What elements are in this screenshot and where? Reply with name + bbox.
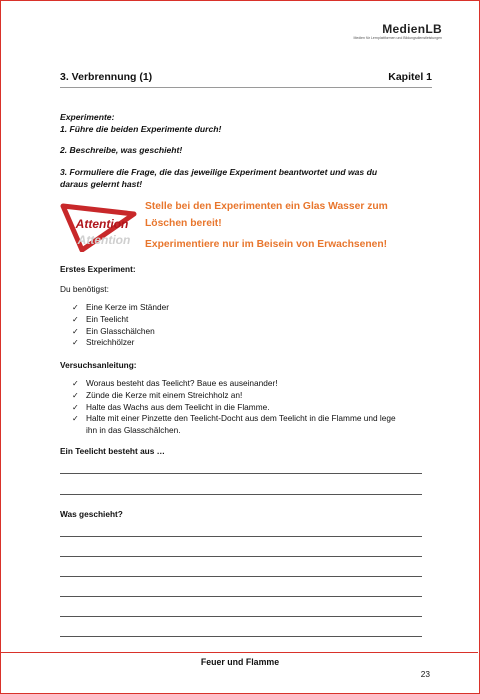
list-item: ✓ Halte das Wachs aus dem Teelicht in die Flamme.: [72, 401, 270, 412]
chapter-title: 3. Verbrennung (1): [60, 71, 153, 83]
list-item: ✓ Streichhölzer: [72, 337, 135, 348]
answer-line: [60, 616, 422, 617]
warning-line-3: Experimentiere nur im Beisein von Erwachsenen!: [145, 239, 388, 250]
instructions-list: [72, 378, 432, 437]
task-3-line-1: 3. Formuliere die Frage, die das jeweilige Experiment beantwortet und was du: [60, 167, 378, 177]
warning-line-2: Löschen bereit!: [145, 218, 222, 229]
chapter-label: Kapitel 1: [388, 71, 432, 83]
answer-line: [60, 473, 422, 474]
task-3-line-2: daraus gelernt hast!: [60, 179, 143, 189]
list-item: ✓ Eine Kerze im Ständer: [72, 302, 170, 312]
checkmark-icon: ✓: [72, 338, 79, 348]
answer-line: [60, 576, 422, 577]
question-2: Was geschieht?: [60, 509, 123, 519]
checkmark-icon: ✓: [72, 314, 79, 324]
instructions-heading: Versuchsanleitung:: [60, 360, 137, 370]
list-item: ✓ Zünde die Kerze mit einem Streichholz an!: [72, 389, 243, 400]
logo-tagline: Medien für Lernplattformen und Bildungsdienstleistungen: [353, 36, 442, 40]
list-item: ✓ Halte mit einer Pinzette den Teelicht-Docht aus dem Teelicht in die Flamme und lege: [72, 413, 396, 424]
checkmark-icon: ✓: [72, 326, 79, 336]
answer-line: [60, 494, 422, 495]
list-item: ✓ Ein Teelicht: [72, 313, 129, 324]
chapter-header: [60, 69, 432, 88]
answer-line: [60, 596, 422, 597]
footer-title: Feuer und Flamme: [200, 657, 280, 667]
attention-text: Attention: [75, 217, 129, 231]
checkmark-icon: ✓: [72, 303, 79, 312]
checkmark-icon: ✓: [72, 390, 79, 400]
task-2: 2. Beschreibe, was geschieht!: [60, 145, 183, 155]
experiment-heading: Erstes Experiment:: [60, 264, 136, 274]
checkmark-icon: ✓: [72, 379, 79, 388]
list-item: ✓ Ein Glasschälchen: [72, 325, 155, 336]
list-item-continuation: ihn in das Glasschälchen.: [86, 425, 181, 436]
footer-divider: [0, 652, 478, 653]
logo-name: MedienLB: [382, 22, 442, 36]
checkmark-icon: ✓: [72, 414, 79, 424]
checkmark-icon: ✓: [72, 402, 79, 412]
answer-line: [60, 536, 422, 537]
list-item: ✓ Woraus besteht das Teelicht? Baue es auseinander!: [72, 378, 278, 388]
page-number: 23: [420, 669, 430, 679]
task-1: 1. Führe die beiden Experimente durch!: [60, 124, 222, 134]
tasks-heading: Experimente:: [60, 112, 115, 122]
answer-line: [60, 636, 422, 637]
question-1: Ein Teelicht besteht aus …: [60, 446, 165, 456]
materials-label: Du benötigst:: [60, 284, 109, 294]
answer-line: [60, 556, 422, 557]
logo: [353, 22, 442, 40]
attention-warning-icon: [60, 200, 138, 252]
warning-line-1: Stelle bei den Experimenten ein Glas Wasser zum: [145, 201, 388, 212]
materials-list: [72, 302, 432, 349]
attention-shadow-text: Attention: [77, 233, 131, 247]
